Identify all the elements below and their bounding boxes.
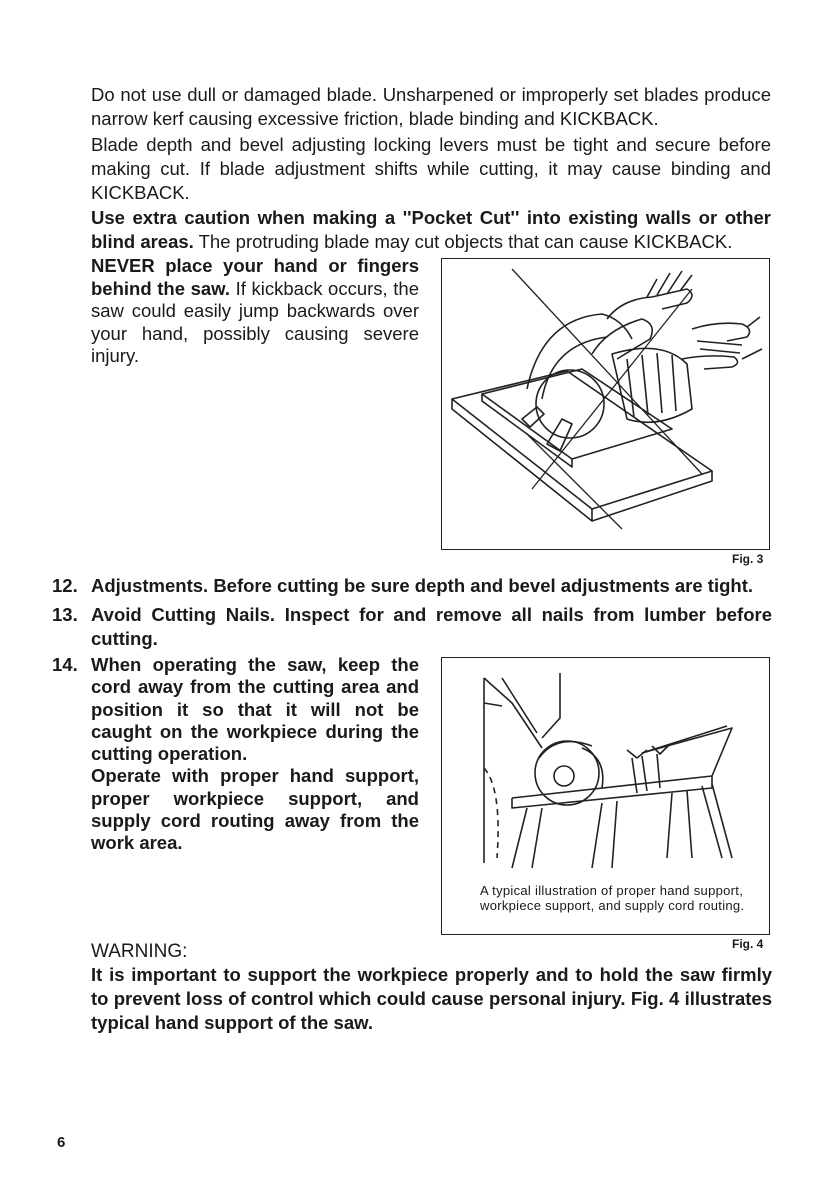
dull-blade-paragraph: Do not use dull or damaged blade. Unsharpened or improperly set blades produce narrow kerf causing excessive friction, blade binding and KICKBACK.: [91, 84, 771, 129]
warning-body: It is important to support the workpiece properly and to hold the saw firmly to prevent loss of control which could cause personal injury. Fig. 4 illustrates typical hand support of the saw.: [91, 964, 772, 1033]
pocket-cut-bold: Use extra caution when making a ''Pocket Cut'' into existing walls or other blind areas.: [91, 207, 771, 252]
figure-4-caption: A typical illustration of proper hand support, workpiece support, and supply cord routing.: [480, 883, 745, 913]
never-paragraph: [91, 255, 419, 368]
item-13: [52, 603, 772, 651]
item-12-number: 12.: [52, 575, 78, 596]
never-rest: If kickback occurs, the saw could easily jump backwards over your hand, possibly causing severe injury.: [91, 277, 419, 366]
depth-levers-paragraph: Blade depth and bevel adjusting locking levers must be tight and secure before making cut. If blade adjustment shifts while cutting, it may cause binding and KICKBACK.: [91, 134, 771, 203]
never-bold: NEVER place your hand or fingers behind the saw.: [91, 255, 419, 299]
saw-support-illustration: [442, 658, 769, 873]
figure-4-box: [441, 657, 770, 935]
item-12-text: Adjustments. Before cutting be sure depth and bevel adjustments are tight.: [91, 575, 753, 596]
item-14-text: When operating the saw, keep the cord away from the cutting area and position it so that it will not be caught on the workpiece during the cutting operation.: [91, 654, 419, 765]
page-number: 6: [57, 1134, 66, 1151]
item-13-text: Avoid Cutting Nails. Inspect for and remove all nails from lumber before cutting.: [91, 604, 772, 649]
pocket-cut-paragraph: [91, 206, 771, 254]
saw-kickback-illustration: [442, 259, 769, 549]
item-13-number: 13.: [52, 604, 78, 625]
item-14-number: 14.: [52, 654, 78, 675]
item-14-text-2: Operate with proper hand support, proper workpiece support, and supply cord routing away from the work area.: [91, 765, 419, 854]
pocket-cut-rest: The protruding blade may cut objects that can cause KICKBACK.: [193, 231, 733, 252]
figure-3-label: Fig. 3: [732, 552, 764, 566]
item-14: [52, 654, 419, 855]
figure-4-label: Fig. 4: [732, 937, 764, 951]
figure-3-box: [441, 258, 770, 550]
item-12: [52, 574, 772, 598]
warning-heading: WARNING:: [91, 941, 188, 962]
